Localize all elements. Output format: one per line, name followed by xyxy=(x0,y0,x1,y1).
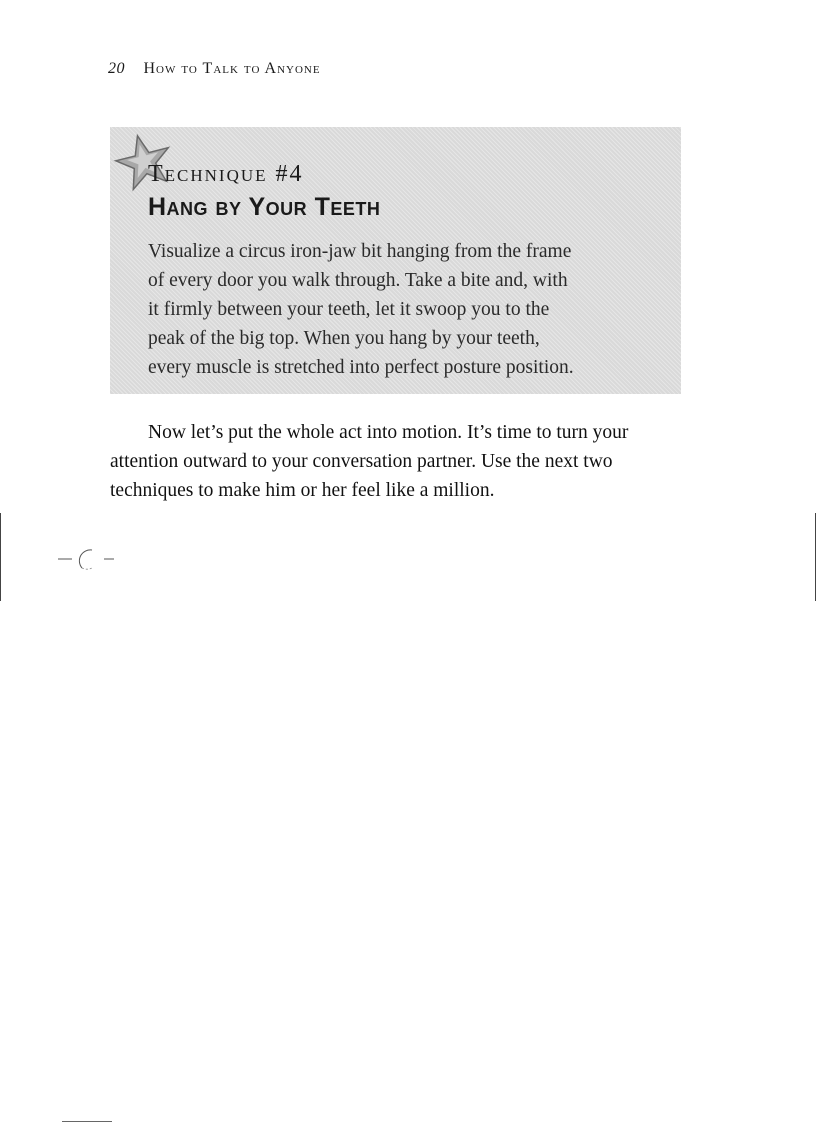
technique-body-line: of every door you walk through. Take a bite and, with xyxy=(148,270,568,291)
paragraph-line: techniques to make him or her feel like a million. xyxy=(110,480,495,501)
technique-box xyxy=(110,127,681,394)
paragraph-line: attention outward to your conversation partner. Use the next two xyxy=(110,451,613,472)
bottom-rule xyxy=(62,1121,112,1122)
registration-mark-icon xyxy=(58,544,118,574)
technique-label: Technique #4 xyxy=(148,161,304,187)
page-number: 20 xyxy=(108,60,125,77)
technique-body-line: it firmly between your teeth, let it swoop you to the xyxy=(148,299,550,320)
technique-title: Hang by Your Teeth xyxy=(148,193,381,221)
technique-body xyxy=(148,237,678,382)
paragraph-line: Now let’s put the whole act into motion. It’s time to turn your xyxy=(148,422,629,443)
technique-body-line: Visualize a circus iron-jaw bit hanging from the frame xyxy=(148,241,572,262)
crop-mark-left xyxy=(0,513,1,601)
book-title: How to Talk to Anyone xyxy=(143,60,321,77)
body-paragraph xyxy=(110,418,700,505)
technique-body-line: peak of the big top. When you hang by your teeth, xyxy=(148,328,540,349)
technique-body-line: every muscle is stretched into perfect posture position. xyxy=(148,357,574,378)
running-head xyxy=(108,60,321,78)
